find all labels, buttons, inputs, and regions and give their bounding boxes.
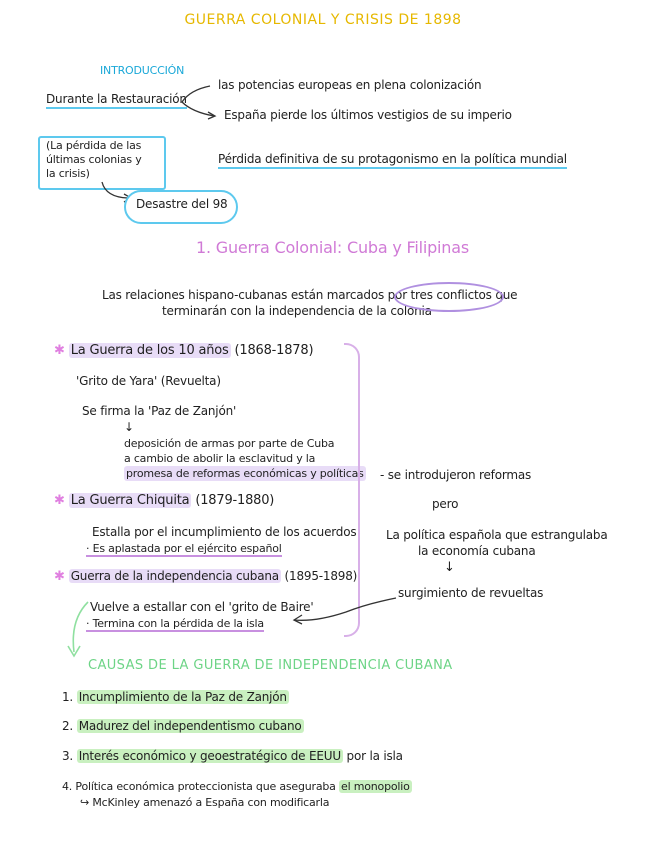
war1-title-row (54, 343, 313, 358)
star-icon: ✱ (54, 569, 65, 584)
war2-years: (1879-1880) (195, 493, 275, 508)
causa-2-num: 2. (62, 719, 74, 733)
war3-years: (1895-1898) (284, 569, 358, 583)
war1-detail-2: a cambio de abolir la esclavitud y la (124, 452, 316, 465)
intro-heading: INTRODUCCIÓN (100, 64, 185, 77)
causa-3-tail: por la isla (346, 749, 403, 763)
down-arrow-icon: ↓ (124, 420, 134, 434)
causa-1 (62, 690, 289, 704)
branch-arrows (180, 82, 220, 122)
note-politica-2: la economía cubana (418, 544, 536, 558)
causa-2 (62, 719, 304, 733)
war1-grito: 'Grito de Yara' (Revuelta) (76, 374, 221, 388)
causa-4 (62, 780, 412, 793)
down-arrow-icon: ↓ (444, 560, 455, 575)
boxed-line-2: últimas colonias y (46, 153, 142, 166)
war2-line1: Estalla por el incumplimiento de los acuerdos (92, 525, 357, 539)
note-politica-1: La política española que estrangulaba (386, 528, 608, 542)
causa-1-num: 1. (62, 690, 74, 704)
war2-title: La Guerra Chiquita (70, 493, 190, 508)
war1-detail-1: deposición de armas por parte de Cuba (124, 437, 335, 450)
war2-line2: · Es aplastada por el ejército español (86, 542, 282, 555)
war3-line2: · Termina con la pérdida de la isla (86, 617, 264, 630)
star-icon: ✱ (54, 343, 65, 358)
war1-detail-3: promesa de reformas económicas y políticas (126, 467, 364, 480)
war1-details (124, 436, 366, 481)
causa-3 (62, 749, 403, 763)
note-reformas: - se introdujeron reformas (380, 468, 532, 482)
causa-4-highlight: el monopolio (341, 780, 410, 793)
note-surgimiento: surgimiento de revueltas (398, 586, 544, 600)
perdida-box-text (46, 139, 142, 181)
section1-intro-line2: terminarán con la independencia de la colonia (162, 304, 432, 318)
boxed-line-3: la crisis) (46, 167, 90, 180)
restauracion-text: Durante la Restauración (46, 92, 187, 109)
star-icon: ✱ (54, 493, 65, 508)
page-title: GUERRA COLONIAL Y CRISIS DE 1898 (184, 12, 462, 28)
branch-espana: España pierde los últimos vestigios de su imperio (224, 108, 512, 122)
war3-title-row (54, 569, 357, 584)
causa-3-num: 3. (62, 749, 74, 763)
causa-4-num: 4. (62, 780, 73, 793)
causa-1-text: Incumplimiento de la Paz de Zanjón (78, 690, 287, 704)
causas-heading: CAUSAS DE LA GUERRA DE INDEPENDENCIA CUBANA (88, 658, 453, 673)
war1-paz: Se firma la 'Paz de Zanjón' (82, 404, 237, 418)
causa-3-text: Interés económico y geoestratégico de EEUU (78, 749, 341, 763)
war2-title-row (54, 493, 274, 508)
wars-bracket (344, 343, 360, 637)
section1-heading: 1. Guerra Colonial: Cuba y Filipinas (196, 238, 469, 257)
section1-intro-line1: Las relaciones hispano-cubanas están marcados por tres conflictos que (102, 288, 518, 302)
causa-4-sub: ↪ McKinley amenazó a España con modificarla (80, 796, 330, 809)
tres-conflictos-oval (394, 282, 504, 312)
causa-2-text: Madurez del independentismo cubano (78, 719, 302, 733)
war1-years: (1868-1878) (234, 343, 314, 358)
war3-title: Guerra de la independencia cubana (70, 569, 279, 583)
war3-line1: Vuelve a estallar con el 'grito de Baire' (90, 600, 314, 614)
war1-title: La Guerra de los 10 años (70, 343, 229, 358)
boxed-line-1: (La pérdida de las (46, 139, 142, 152)
perdida-definitiva: Pérdida definitiva de su protagonismo en la política mundial (218, 152, 567, 169)
surgimiento-arrow (286, 596, 406, 628)
note-pero: pero (432, 497, 459, 511)
desastre-text: Desastre del 98 (136, 197, 228, 211)
branch-potencias: las potencias europeas en plena colonización (218, 78, 482, 92)
causa-4-text: Política económica proteccionista que aseguraba (75, 780, 336, 793)
